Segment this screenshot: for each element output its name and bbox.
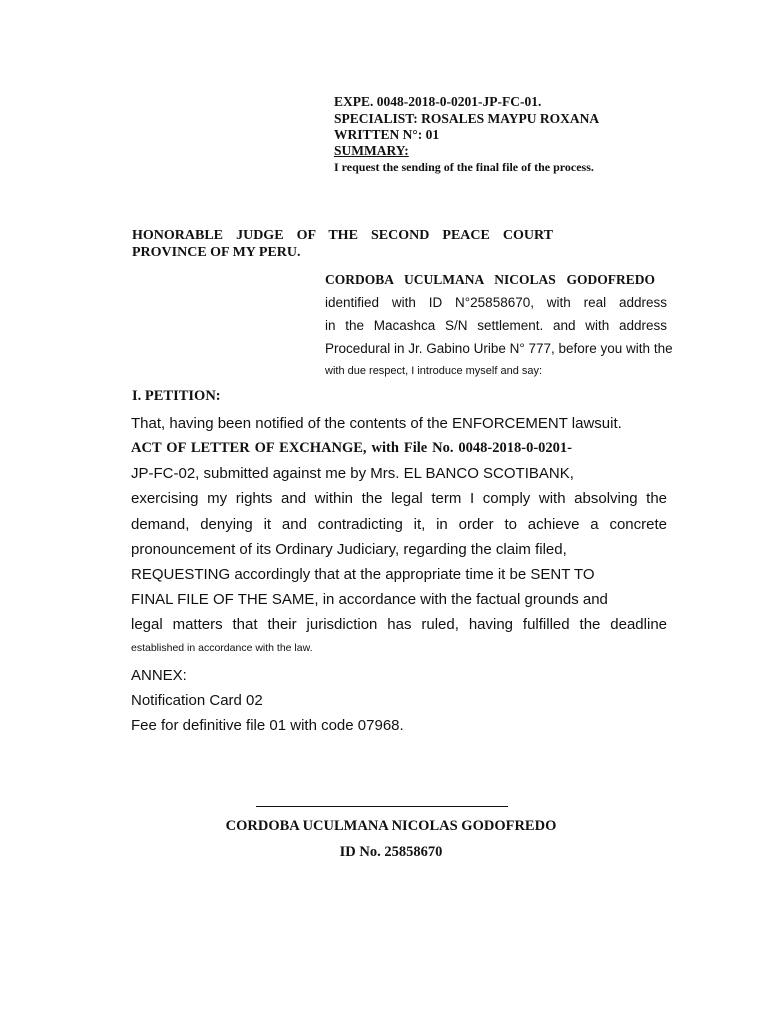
expedient-number: EXPE. 0048-2018-0-0201-JP-FC-01.: [334, 94, 542, 109]
petition-line: ACT OF LETTER OF EXCHANGE, with File No. 0048-2018-0-0201-: [131, 440, 572, 456]
petition-line: That, having been notified of the contents of the ENFORCEMENT lawsuit.: [131, 415, 622, 432]
petition-line: REQUESTING accordingly that at the appropriate time it be SENT TO: [131, 566, 595, 583]
addressee-line-1: HONORABLE JUDGE OF THE SECOND PEACE COURT: [132, 228, 553, 243]
written-number: WRITTEN N°: 01: [334, 127, 440, 142]
annex-label: ANNEX:: [131, 667, 187, 684]
petition-line: JP-FC-02, submitted against me by Mrs. EL BANCO SCOTIBANK,: [131, 465, 574, 482]
petition-line: FINAL FILE OF THE SAME, in accordance with the factual grounds and: [131, 591, 608, 608]
petition-line: established in accordance with the law.: [131, 642, 313, 654]
petitioner-line: Procedural in Jr. Gabino Uribe N° 777, before you with the: [325, 341, 673, 356]
petitioner-line: with due respect, I introduce myself and say:: [325, 365, 543, 377]
petitioner-line: identified with ID N°25858670, with real address: [325, 295, 667, 310]
signature-line: [256, 806, 508, 807]
petitioner-name: CORDOBA UCULMANA NICOLAS GODOFREDO: [325, 272, 655, 287]
summary-label: SUMMARY:: [334, 143, 409, 158]
annex-item: Notification Card 02: [131, 692, 263, 709]
petition-line: legal matters that their jurisdiction has ruled, having fulfilled the deadline: [131, 616, 667, 633]
summary-text: I request the sending of the final file of the process.: [334, 160, 594, 174]
petitioner-line: in the Macashca S/N settlement. and with address: [325, 318, 667, 333]
signature-name: CORDOBA UCULMANA NICOLAS GODOFREDO: [225, 818, 557, 834]
petition-line: exercising my rights and within the legal term I comply with absolving the: [131, 490, 667, 507]
specialist-name: SPECIALIST: ROSALES MAYPU ROXANA: [334, 111, 600, 126]
signature-id: ID No. 25858670: [339, 844, 443, 860]
petition-heading: I. PETITION:: [132, 388, 221, 404]
petition-line: pronouncement of its Ordinary Judiciary, regarding the claim filed,: [131, 541, 567, 558]
annex-item: Fee for definitive file 01 with code 07968.: [131, 717, 404, 734]
addressee-line-2: PROVINCE OF MY PERU.: [132, 245, 301, 260]
petition-line: demand, denying it and contradicting it, in order to achieve a concrete: [131, 516, 667, 533]
